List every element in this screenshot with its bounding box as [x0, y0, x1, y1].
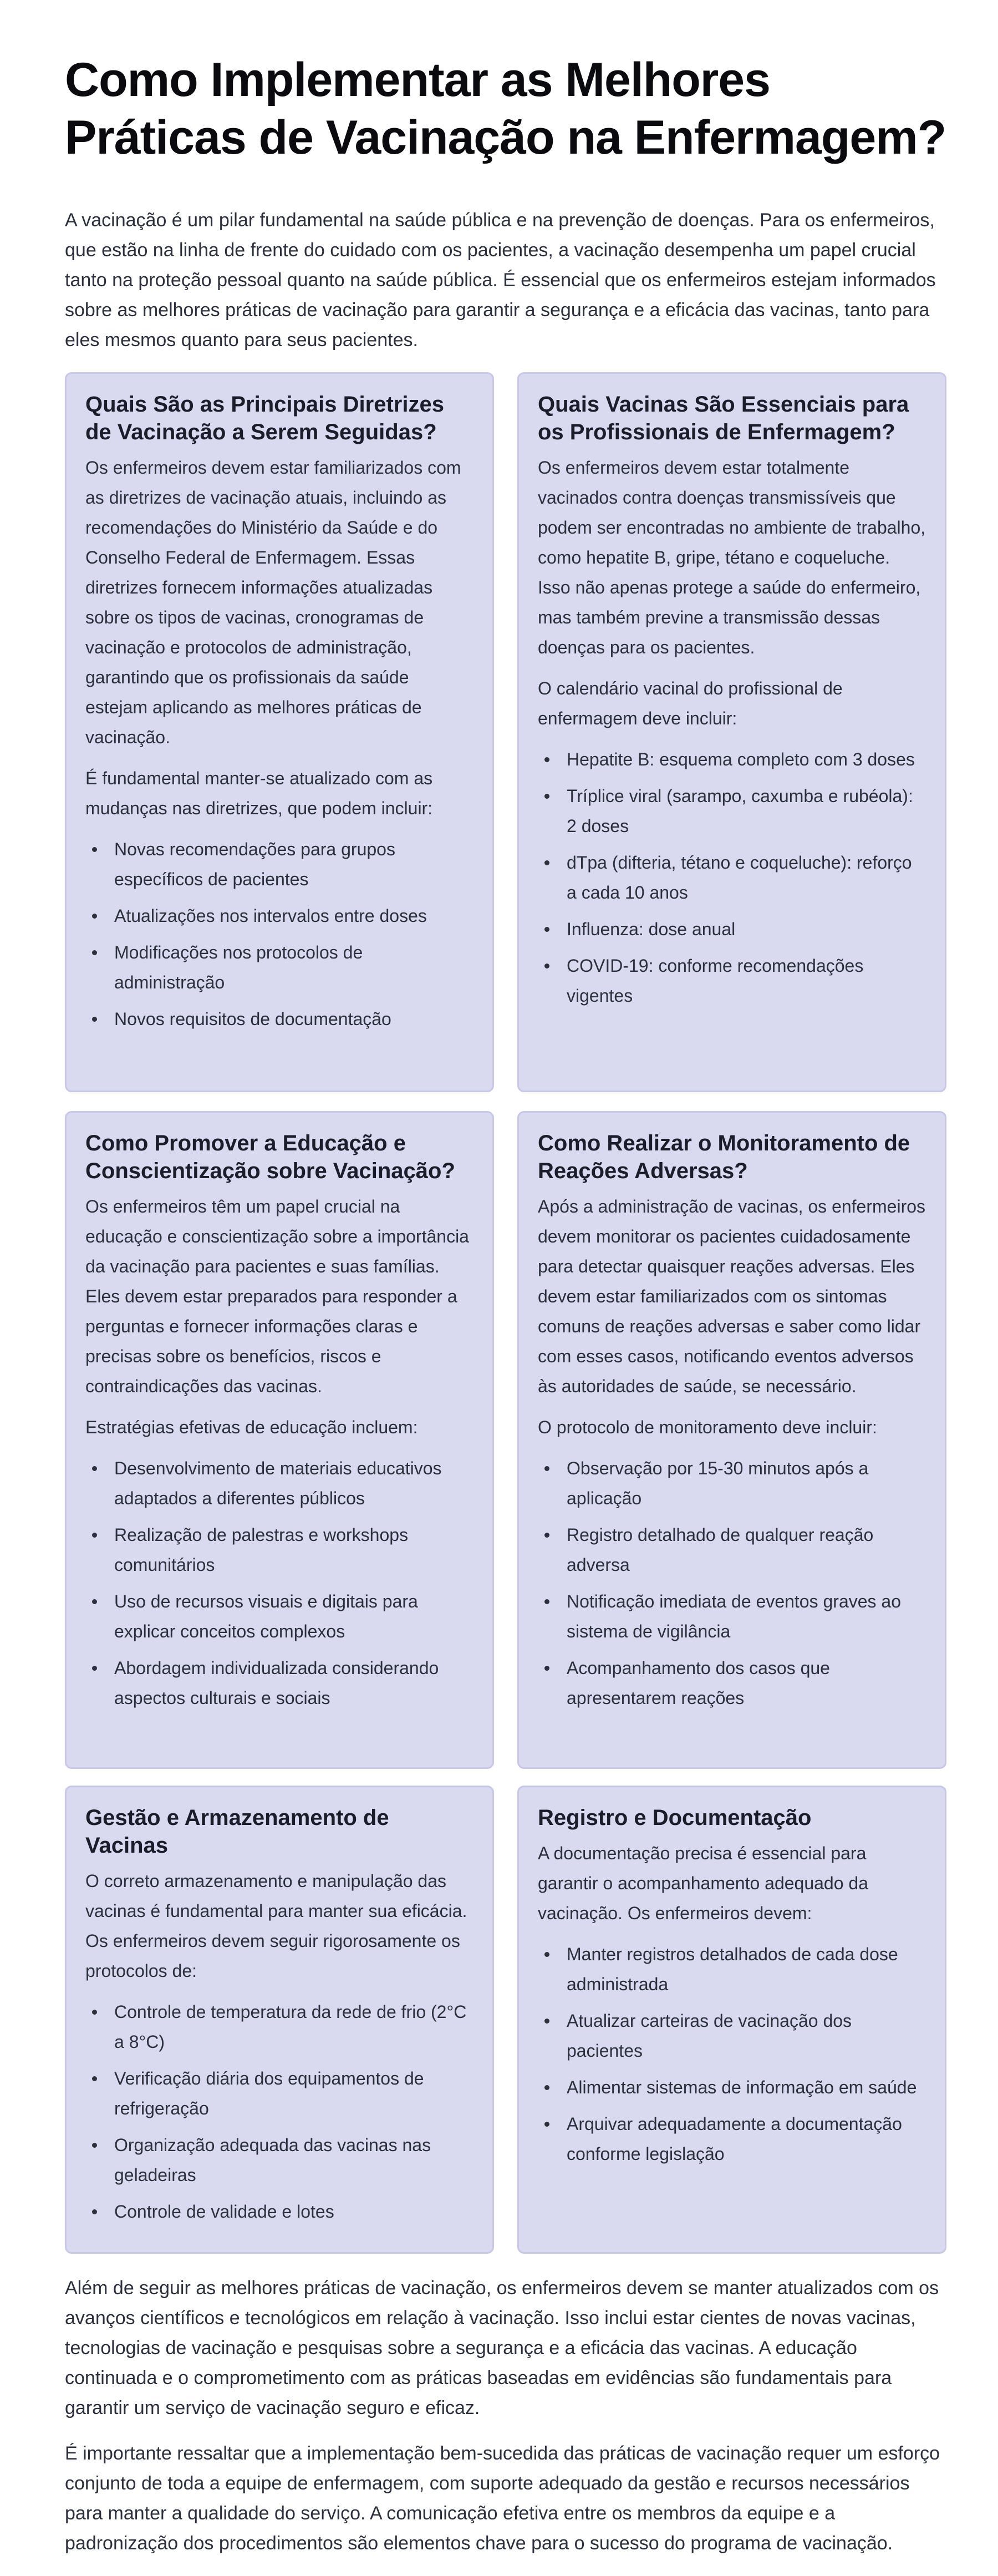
list-item: Manter registros detalhados de cada dose administrada — [567, 1939, 926, 1999]
list-item: Atualizações nos intervalos entre doses — [114, 901, 473, 931]
card-paragraph: Os enfermeiros têm um papel crucial na educação e conscientização sobre a importância da vacinação para pacientes e suas famílias. Eles devem estar preparados para responder a perguntas e fornecer informações claras e precisas sobre os benefícios, riscos e contraindicações das vacinas. — [85, 1196, 469, 1396]
card-paragraph: Os enfermeiros devem estar totalmente vacinados contra doenças transmissíveis que podem ser encontradas no ambiente de trabalho, como hepatite B, gripe, tétano e coqueluche. Isso não apenas protege a saúde do enfermeiro, mas também previne a transmissão dessas doenças para os pacientes. — [538, 458, 926, 657]
list-item: Uso de recursos visuais e digitais para explicar conceitos complexos — [114, 1586, 473, 1646]
card-paragraph: Os enfermeiros devem estar familiarizados com as diretrizes de vacinação atuais, incluindo as recomendações do Ministério da Saúde e do Conselho Federal de Enfermagem. Essas diretrizes fornecem informações atualizadas sobre os tipos de vacinas, cronogramas de vacinação e protocolos de administração, garantindo que os profissionais da saúde estejam aplicando as melhores práticas de vacinação. — [85, 458, 461, 747]
card-paragraph: Estratégias efetivas de educação incluem: — [85, 1417, 418, 1437]
card-educacao — [65, 1111, 494, 1769]
intro-paragraph: A vacinação é um pilar fundamental na saúde pública e na prevenção de doenças. Para os enfermeiros, que estão na linha de frente do cuidado com os pacientes, a vacinação desempenha um papel crucial tanto na proteção pessoal quanto na saúde pública. É essencial que os enfermeiros estejam informados sobre as melhores práticas de vacinação para garantir a segurança e a eficácia das vacinas, tanto para eles mesmos quanto para seus pacientes. — [65, 210, 936, 351]
card-title: Como Promover a Educação e Conscientização sobre Vacinação? — [85, 1131, 455, 1183]
list-item: Novas recomendações para grupos específicos de pacientes — [114, 834, 473, 894]
list-item: Novos requisitos de documentação — [114, 1004, 473, 1034]
list-item: Hepatite B: esquema completo com 3 doses — [567, 744, 926, 774]
card-registro — [517, 1786, 946, 2254]
list-item: Controle de temperatura da rede de frio (2°C a 8°C) — [114, 1997, 473, 2057]
card-title: Como Realizar o Monitoramento de Reações Adversas? — [538, 1131, 910, 1183]
outro-paragraph: Além de seguir as melhores práticas de vacinação, os enfermeiros devem se manter atualizados com os avanços científicos e tecnológicos em relação à vacinação. Isso inclui estar cientes de novas vacinas, tecnologias de vacinação e pesquisas sobre a segurança e a eficácia das vacinas. A educação continuada e o comprometimento com as práticas baseadas em evidências são fundamentais para garantir um serviço de vacinação seguro e eficaz. — [65, 2278, 939, 2418]
card-title: Registro e Documentação — [538, 1806, 812, 1830]
list-item: Organização adequada das vacinas nas geladeiras — [114, 2130, 473, 2190]
card-paragraph: A documentação precisa é essencial para garantir o acompanhamento adequado da vacinação. Os enfermeiros devem: — [538, 1843, 868, 1923]
list-item: dTpa (difteria, tétano e coqueluche): reforço a cada 10 anos — [567, 848, 926, 907]
list-item: Realização de palestras e workshops comunitários — [114, 1520, 473, 1580]
card-list — [538, 744, 926, 1011]
list-item: Tríplice viral (sarampo, caxumba e rubéola): 2 doses — [567, 781, 926, 841]
card-vacinas-essenciais — [517, 372, 946, 1092]
page-title: Como Implementar as Melhores Práticas de Vacinação na Enfermagem? — [65, 53, 946, 164]
list-item: COVID-19: conforme recomendações vigentes — [567, 951, 926, 1011]
card-title: Quais Vacinas São Essenciais para os Profissionais de Enfermagem? — [538, 392, 909, 444]
card-monitoramento — [517, 1111, 946, 1769]
list-item: Alimentar sistemas de informação em saúde — [567, 2072, 926, 2102]
card-paragraph: É fundamental manter-se atualizado com as mudanças nas diretrizes, que podem incluir: — [85, 768, 433, 818]
list-item: Atualizar carteiras de vacinação dos pacientes — [567, 2006, 926, 2066]
card-list — [538, 1939, 926, 2169]
list-item: Desenvolvimento de materiais educativos adaptados a diferentes públicos — [114, 1453, 473, 1513]
list-item: Observação por 15-30 minutos após a aplicação — [567, 1453, 926, 1513]
outro-paragraph: É importante ressaltar que a implementação bem-sucedida das práticas de vacinação requer um esforço conjunto de toda a equipe de enfermagem, com suporte adequado da gestão e recursos necessários para manter a qualidade do serviço. A comunicação efetiva entre os membros da equipe e a padronização dos procedimentos são elementos chave para o sucesso do programa de vacinação. — [65, 2443, 940, 2554]
card-title: Quais São as Principais Diretrizes de Vacinação a Serem Seguidas? — [85, 392, 444, 444]
list-item: Influenza: dose anual — [567, 914, 926, 944]
card-list — [85, 1453, 473, 1713]
card-title: Gestão e Armazenamento de Vacinas — [85, 1806, 389, 1858]
card-paragraph: Após a administração de vacinas, os enfermeiros devem monitorar os pacientes cuidadosamente para detectar quaisquer reações adversas. Eles devem estar familiarizados com os sintomas comuns de reações adversas e saber como lidar com esses casos, notificando eventos adversos às autoridades de saúde, se necessário. — [538, 1196, 926, 1396]
list-item: Verificação diária dos equipamentos de refrigeração — [114, 2063, 473, 2123]
card-list — [538, 1453, 926, 1713]
card-list — [85, 1997, 473, 2227]
list-item: Arquivar adequadamente a documentação conforme legislação — [567, 2109, 926, 2169]
card-paragraph: O calendário vacinal do profissional de enfermagem deve incluir: — [538, 678, 843, 728]
list-item: Modificações nos protocolos de administração — [114, 937, 473, 997]
list-item: Controle de validade e lotes — [114, 2197, 473, 2227]
list-item: Abordagem individualizada considerando aspectos culturais e sociais — [114, 1653, 473, 1713]
card-armazenamento — [65, 1786, 494, 2254]
list-item: Registro detalhado de qualquer reação adversa — [567, 1520, 926, 1580]
list-item: Acompanhamento dos casos que apresentarem reações — [567, 1653, 926, 1713]
card-paragraph: O protocolo de monitoramento deve incluir: — [538, 1417, 877, 1437]
list-item: Notificação imediata de eventos graves ao sistema de vigilância — [567, 1586, 926, 1646]
card-paragraph: O correto armazenamento e manipulação das vacinas é fundamental para manter sua eficácia. Os enfermeiros devem seguir rigorosamente os protocolos de: — [85, 1871, 467, 1981]
card-list — [85, 834, 473, 1034]
card-diretrizes — [65, 372, 494, 1092]
